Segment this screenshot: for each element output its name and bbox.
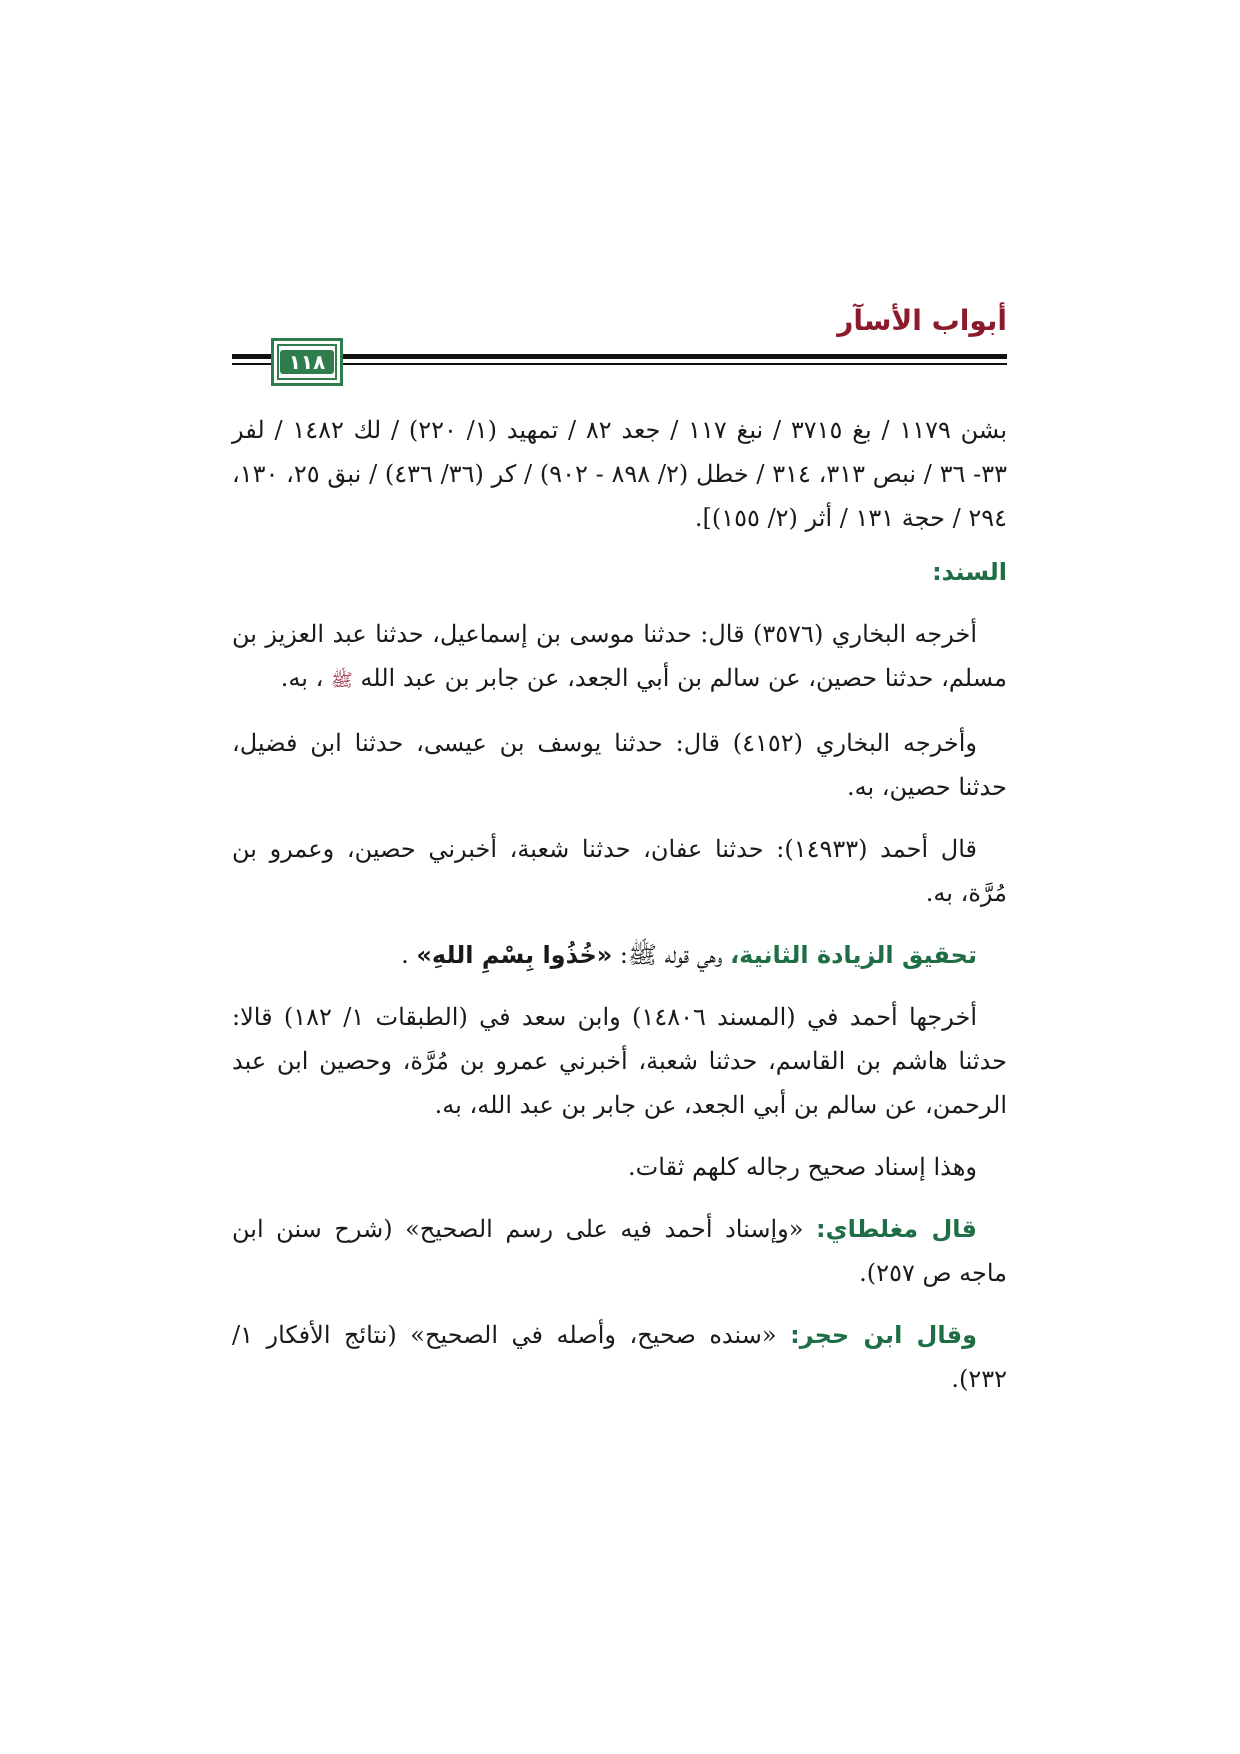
paragraph-isnad-sahih: وهذا إسناد صحيح رجاله كلهم ثقات. — [628, 1153, 977, 1181]
paragraph-ahmad: قال أحمد (١٤٩٣٣): حدثنا عفان، حدثنا شعبة، أخبرني حصين، وعمرو بن مُرَّة، به. — [232, 835, 1007, 907]
book-title: أبواب الأسآر — [837, 304, 1007, 337]
mughultay-text: «وإسناد أحمد فيه على رسم الصحيح» (شرح سنن ابن ماجه ص ٢٥٧). — [232, 1215, 1007, 1287]
sanad-heading: السند: — [932, 558, 1007, 586]
ibn-hajar-label: وقال ابن حجر: — [790, 1321, 978, 1349]
page-header — [232, 296, 1007, 388]
paragraph-bukhari-1-end: ، به. — [280, 664, 324, 692]
page-number: ١١٨ — [280, 350, 335, 374]
header-rule-thick — [232, 354, 1007, 359]
header-rule-thin — [232, 363, 1007, 365]
honorific-glyph: ﷺ — [331, 670, 353, 691]
paragraph-mughultay — [232, 1207, 1007, 1295]
ibn-hajar-text: «سنده صحيح، وأصله في الصحيح» (نتائج الأفكار ١/ ٢٣٢). — [232, 1321, 1007, 1393]
paragraph-bukhari-1-text: أخرجه البخاري (٣٥٧٦) قال: حدثنا موسى بن إسماعيل، حدثنا عبد العزيز بن مسلم، حدثنا حصين، عن سالم بن أبي الجعد، عن جابر بن عبد الله — [232, 620, 1007, 692]
tahqiq-mid: وهي قوله ﷺ: — [612, 941, 723, 969]
page-body — [232, 408, 1007, 1419]
sanad-heading-line — [232, 550, 1007, 594]
tahqiq-quote: «خُذُوا بِسْمِ اللهِ» — [416, 941, 613, 969]
paragraph-ibn-hajar — [232, 1313, 1007, 1401]
tahqiq-label: تحقيق الزيادة الثانية، — [730, 941, 977, 969]
paragraph-ahmad-ibnsaad: أخرجها أحمد في (المسند ١٤٨٠٦) وابن سعد في (الطبقات ١/ ١٨٢) قالا: حدثنا هاشم بن القاسم، حدثنا شعبة، أخبرني عمرو بن مُرَّة، وحصين ابن عبد الرحمن، عن سالم بن أبي الجعد، عن جابر بن عبد الله، به. — [232, 1003, 1007, 1119]
page-number-badge — [271, 338, 343, 386]
paragraph-bukhari-1 — [232, 612, 1007, 703]
mughultay-label: قال مغلطاي: — [815, 1215, 977, 1243]
paragraph-bukhari-2: وأخرجه البخاري (٤١٥٢) قال: حدثنا يوسف بن عيسى، حدثنا ابن فضيل، حدثنا حصين، به. — [232, 729, 1007, 801]
tahqiq-end: . — [401, 941, 409, 969]
references-paragraph: بشن ١١٧٩ / بغ ٣٧١٥ / نبغ ١١٧ / جعد ٨٢ / تمهيد (١/ ٢٢٠) / لك ١٤٨٢ / لفر ٣٣- ٣٦ / نبص ٣١٣، ٣١٤ / خطل (٢/ ٨٩٨ - ٩٠٢) / كر (٣٦/ ٤٣٦) / نبق ٢٥، ١٣٠، ٢٩٤ / حجة ١٣١ / أثر (٢/ ١٥٥)]. — [232, 416, 1008, 532]
tahqiq-line — [232, 933, 1007, 977]
